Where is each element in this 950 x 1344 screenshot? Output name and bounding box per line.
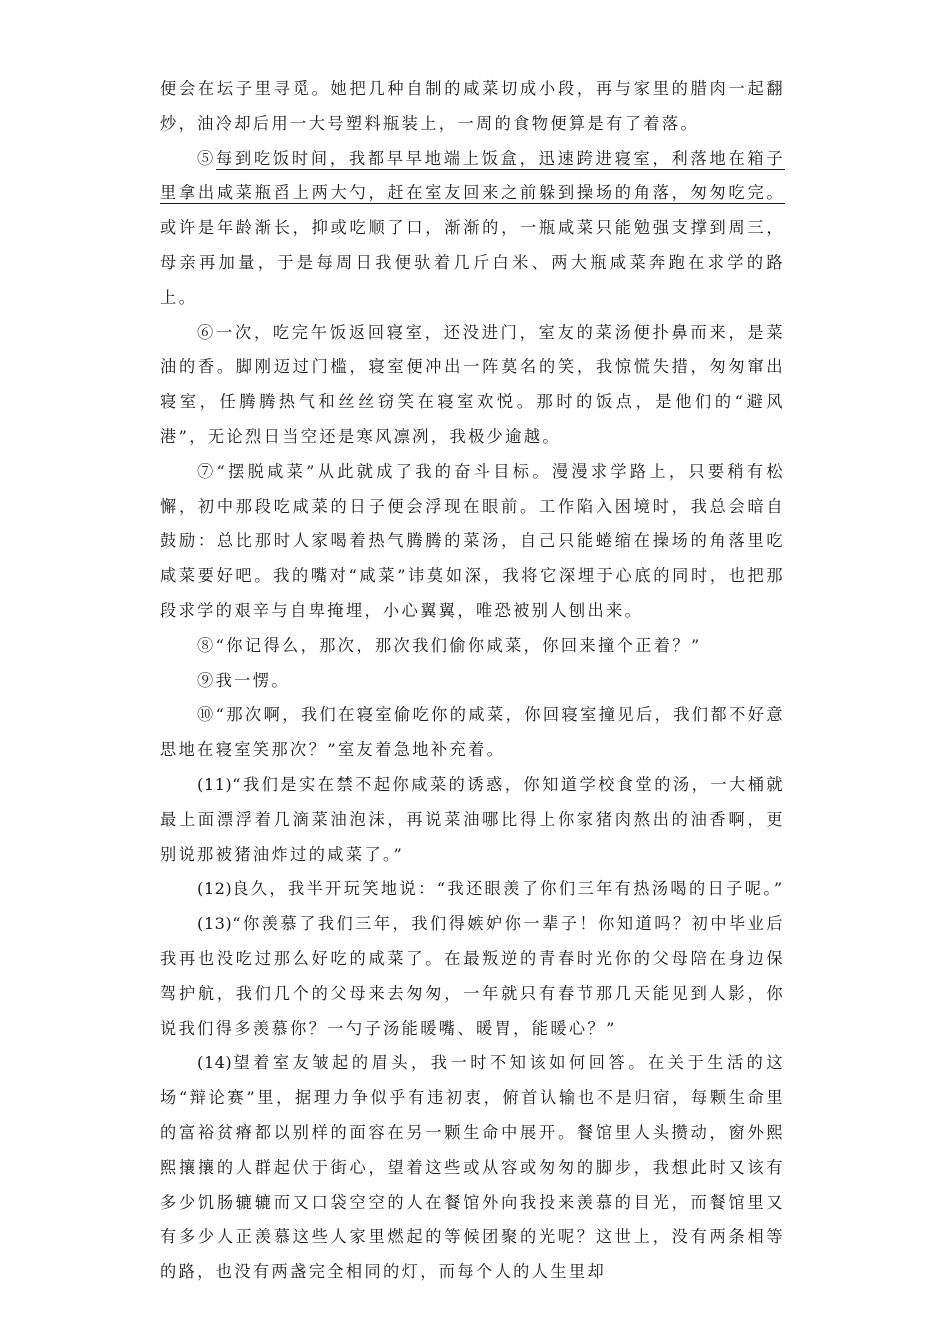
paragraph-continued — [160, 72, 785, 142]
paragraph-number: ⑦ — [197, 461, 217, 481]
paragraph-6 — [160, 316, 785, 455]
paragraph-text: “摆脱咸菜”从此就成了我的奋斗目标。漫漫求学路上，只要稍有松懈，初中那段吃咸菜的日子便会浮现在眼前。工作陷入困境时，我总会暗自鼓励：总比那时人家喝着热气腾腾的菜汤，自己只能蜷缩在操场的角落里吃咸菜要好吧。我的嘴对“咸菜”讳莫如深，我将它深埋于心底的同时，也把那段求学的艰辛与自卑掩埋，小心翼翼，唯恐被别人刨出来。 — [160, 461, 785, 620]
paragraph-text: 良久，我半开玩笑地说：“我还眼羡了你们三年有热汤喝的日子呢。” — [232, 879, 785, 899]
paragraph-10 — [160, 698, 785, 768]
paragraph-9 — [160, 664, 785, 699]
paragraph-13 — [160, 907, 785, 1046]
paragraph-14 — [160, 1046, 785, 1290]
paragraph-text: 便会在坛子里寻觅。她把几种自制的咸菜切成小段，再与家里的腊肉一起翻炒，油冷却后用一大号塑料瓶装上，一周的食物便算是有了着落。 — [160, 79, 785, 133]
article-body — [160, 72, 785, 1290]
underlined-sentence: 每到吃饭时间，我都早早地端上饭盒，迅速跨进寝室，利落地在箱子里拿出咸菜瓶舀上两大勺，赶在室友回来之前躲到操场的角落，匆匆吃完。 — [160, 148, 785, 203]
paragraph-number: ⑨ — [197, 670, 216, 690]
paragraph-number: (13) — [197, 914, 233, 934]
paragraph-text: “你记得么，那次，那次我们偷你咸菜，你回来撞个正着？” — [215, 635, 702, 655]
paragraph-number: ⑧ — [197, 635, 216, 655]
paragraph-number: ⑤ — [197, 148, 216, 168]
paragraph-5 — [160, 142, 785, 316]
paragraph-number: (12) — [197, 879, 233, 899]
paragraph-text: 或许是年龄渐长，抑或吃顺了口，渐渐的，一瓶咸菜只能勉强支撑到周三，母亲再加量，于是每周日我便驮着几斤白米、两大瓶咸菜奔跑在求学的路上。 — [160, 218, 785, 307]
paragraph-12 — [160, 872, 785, 907]
paragraph-number: (14) — [197, 1053, 233, 1073]
paragraph-number: (11) — [197, 774, 233, 794]
paragraph-number: ⑥ — [197, 322, 216, 342]
paragraph-7 — [160, 455, 785, 629]
paragraph-text: “那次啊，我们在寝室偷吃你的咸菜，你回寝室撞见后，我们都不好意思地在寝室笑那次？”室友着急地补充着。 — [160, 705, 785, 760]
paragraph-text: “你羡慕了我们三年，我们得嫉妒你一辈子！你知道吗？初中毕业后我再也没吃过那么好吃的咸菜了。在最叛逆的青春时光你的父母陪在身边保驾护航，我们几个的父母来去匆匆，一年就只有春节那几天能见到人影，你说我们得多羡慕你？一勺子汤能暖嘴、暖胃，能暖心？” — [160, 914, 785, 1038]
paragraph-number: ⑩ — [197, 705, 216, 725]
paragraph-11 — [160, 768, 785, 872]
paragraph-text: 我一愣。 — [215, 670, 290, 690]
paragraph-text: “我们是实在禁不起你咸菜的诱惑，你知道学校食堂的汤，一大桶就最上面漂浮着几滴菜油泡沫，再说菜油哪比得上你家猪肉熬出的油香啊，更别说那被猪油炸过的咸菜了。” — [160, 774, 785, 864]
paragraph-text: 望着室友皱起的眉头，我一时不知该如何回答。在关于生活的这场“辩论赛”里，据理力争似乎有违初衷，俯首认输也不是归宿，每颗生命里的富裕贫瘠都以别样的面容在另一颗生命中展开。餐馆里人头攒动，窗外熙熙攘攘的人群起伏于街心，望着这些或从容或匆匆的脚步，我想此时又该有多少饥肠辘辘而又口袋空空的人在餐馆外向我投来羡慕的目光，而餐馆里又有多少人正羡慕这些人家里燃起的等候团聚的光呢？这世上，没有两条相等的路，也没有两盏完全相同的灯，而每个人的人生里却 — [160, 1053, 785, 1282]
paragraph-8 — [160, 629, 785, 664]
paragraph-text: 一次，吃完午饭返回寝室，还没进门，室友的菜汤便扑鼻而来，是菜油的香。脚刚迈过门槛，寝室便冲出一阵莫名的笑，我惊慌失措，匆匆窜出寝室，任腾腾热气和丝丝窃笑在寝室欢悦。那时的饭点，是他们的“避风港”，无论烈日当空还是寒风凛冽，我极少逾越。 — [160, 322, 785, 446]
